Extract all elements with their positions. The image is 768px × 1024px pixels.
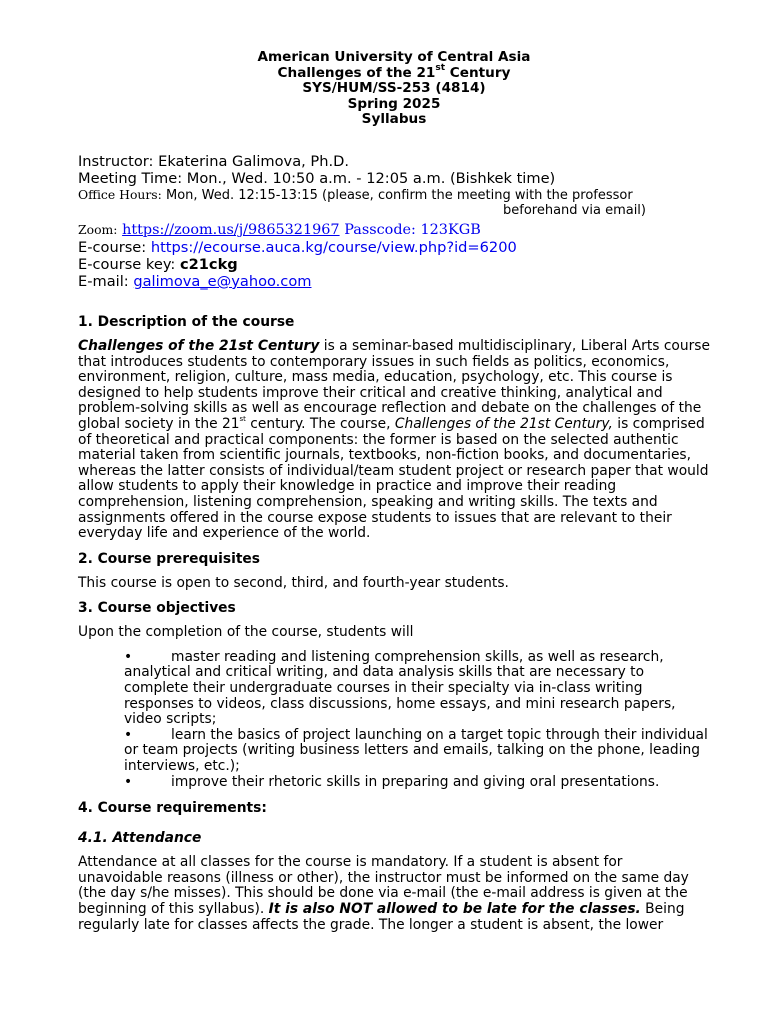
email-link[interactable]: galimova_e@yahoo.com [133,272,312,290]
list-item [124,650,710,728]
bullet-icon: • [124,773,133,790]
course-title [78,63,710,82]
section-2-title: 2. Course prerequisites [78,550,260,567]
desc-italic: Challenges of the 21st Century, [394,415,613,432]
term: Spring 2025 [347,95,441,112]
course-name-emphasis: Challenges of the 21st Century [78,337,320,354]
office-hours-label: Office Hours: [78,186,162,202]
ecourse-label: E-course: [78,238,147,256]
ecourse-key-value: c21ckg [179,255,238,273]
list-item-text: learn the basics of project launching on a target topic through their individual or team projects (writing business letters and emails, talking on the phone, leading interviews, etc.); [124,726,708,775]
desc-text-b: century. The course, [245,415,395,432]
zoom-passcode: Passcode: 123KGB [344,221,481,238]
section-1-title: 1. Description of the course [78,313,295,330]
section-4-1-paragraph [78,855,710,933]
section-4-1-title-text: 4.1. Attendance [78,830,202,847]
list-item [124,775,710,791]
meeting-time-line: Meeting Time: Mon., Wed. 10:50 a.m. - 12:05 a.m. (Bishkek time) [78,169,556,187]
desc-sup: st [239,415,246,424]
office-hours-line [78,187,710,203]
bullet-icon: • [124,648,133,665]
section-4-title: 4. Course requirements: [78,800,267,817]
ecourse-key-line [78,256,710,273]
doc-type: Syllabus [361,111,427,128]
list-item-text: improve their rhetoric skills in preparing and giving oral presentations. [171,773,660,790]
email-line [78,273,710,290]
course-info [78,153,710,290]
section-3-title: 3. Course objectives [78,600,236,617]
section-1-paragraph [78,339,710,542]
bullet-icon: • [124,726,133,743]
university-name: American University of Central Asia [257,49,531,65]
document-header [78,50,710,128]
zoom-line [78,221,710,239]
attendance-text-b: Being regularly late for classes affects the grade. The longer a student is absent, the lower [78,901,685,933]
office-hours-text: Mon, Wed. 12:15-13:15 (please, confirm the meeting with the professor [161,187,633,203]
course-title-suffix: Century [445,64,511,81]
list-item-text: master reading and listening comprehension skills, as well as research, analytical and critical writing, and data analysis skills that are necessary to complete their undergraduate courses in their specialty via in-class writing responses to videos, class discussions, home essays, and mini research papers, video scripts; [124,648,676,728]
ecourse-line [78,239,710,256]
ecourse-key-label: E-course key: [78,255,176,273]
course-code: SYS/HUM/SS-253 (4814) [302,80,486,97]
list-item [124,728,710,775]
zoom-label: Zoom: [78,221,118,237]
attendance-text-a: Attendance at all classes for the course is mandatory. If a student is absent for unavoidable reasons (illness or other), the instructor must be informed on the same day (the day s/he misses). This should be done via e-mail (the e-mail address is given at the beginning of this syllabus). [78,854,689,917]
zoom-link[interactable]: https://zoom.us/j/9865321967 [122,221,340,238]
office-hours-cont: beforehand via email) [503,202,646,218]
course-title-sup: st [435,63,446,74]
section-4-1-title [78,830,710,846]
objectives-list [78,650,710,790]
syllabus-page [78,50,710,933]
attendance-emphasis: It is also NOT allowed to be late for the classes. [268,901,641,917]
email-label: E-mail: [78,272,129,290]
instructor-line: Instructor: Ekaterina Galimova, Ph.D. [78,152,349,170]
course-title-text: Challenges of the 21 [277,64,436,81]
ecourse-link[interactable]: https://ecourse.auca.kg/course/view.php?id=6200 [150,238,517,256]
section-2-text: This course is open to second, third, and fourth-year students. [78,574,509,591]
desc-text-a: is a seminar-based multidisciplinary, Liberal Arts course that introduces students to contemporary issues in such fields as politics, economics, environment, religion, culture, mass media, education, psychology, etc. This course is designed to help students improve their critical and creative thinking, analytical and problem-solving skills as well as encourage reflection and debate on the challenges of the global society in the 21 [78,337,710,432]
desc-text-c: is comprised of theoretical and practical components: the former is based on the selected authentic material taken from scientific journals, textbooks, non-fiction books, and documentaries, whereas the latter consists of individual/team student project or research paper that would allow students to apply their knowledge in practice and improve their reading comprehension, listening comprehension, speaking and writing skills. The texts and assignments offered in the course expose students to issues that are relevant to their everyday life and experience of the world. [78,415,709,542]
section-3-intro: Upon the completion of the course, students will [78,624,414,641]
